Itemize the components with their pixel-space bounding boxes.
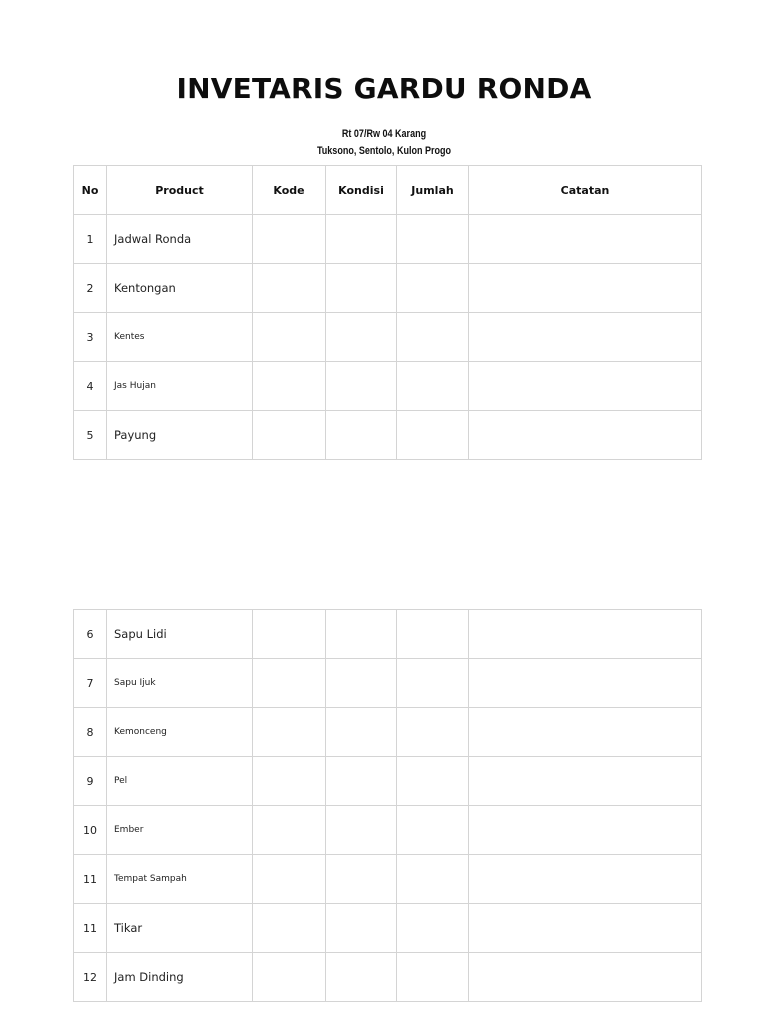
table-row [74, 904, 702, 953]
catatan-cell [469, 708, 702, 757]
row-number: 11 [74, 855, 107, 904]
product-name: Kentes [107, 313, 253, 362]
table-row [74, 313, 702, 362]
table-header-row [74, 166, 702, 215]
jumlah-cell [397, 904, 469, 953]
row-number: 9 [74, 757, 107, 806]
row-number: 6 [74, 610, 107, 659]
inventory-table-1 [73, 165, 702, 460]
subtitle-address-line-2: Tuksono, Sentolo, Kulon Progo [316, 145, 452, 157]
product-name: Jas Hujan [107, 362, 253, 411]
kondisi-cell [326, 757, 397, 806]
jumlah-cell [397, 264, 469, 313]
kondisi-cell [326, 953, 397, 1002]
kondisi-cell [326, 610, 397, 659]
row-number: 2 [74, 264, 107, 313]
catatan-cell [469, 264, 702, 313]
inventory-table-2 [73, 609, 702, 1002]
product-name: Pel [107, 757, 253, 806]
header-kondisi: Kondisi [326, 166, 397, 215]
row-number: 4 [74, 362, 107, 411]
table-row [74, 757, 702, 806]
jumlah-cell [397, 362, 469, 411]
table-row [74, 806, 702, 855]
product-name: Jadwal Ronda [107, 215, 253, 264]
kondisi-cell [326, 215, 397, 264]
subtitle-address-line-1: Rt 07/Rw 04 Karang [341, 128, 427, 140]
kode-cell [253, 953, 326, 1002]
table-1-body [74, 215, 702, 460]
kondisi-cell [326, 313, 397, 362]
product-name: Kemonceng [107, 708, 253, 757]
jumlah-cell [397, 855, 469, 904]
kode-cell [253, 757, 326, 806]
kondisi-cell [326, 806, 397, 855]
jumlah-cell [397, 659, 469, 708]
header-catatan: Catatan [469, 166, 702, 215]
row-number: 10 [74, 806, 107, 855]
row-number: 1 [74, 215, 107, 264]
kode-cell [253, 904, 326, 953]
kondisi-cell [326, 659, 397, 708]
jumlah-cell [397, 708, 469, 757]
table-row [74, 362, 702, 411]
catatan-cell [469, 362, 702, 411]
header-product: Product [107, 166, 253, 215]
row-number: 8 [74, 708, 107, 757]
catatan-cell [469, 904, 702, 953]
catatan-cell [469, 806, 702, 855]
jumlah-cell [397, 313, 469, 362]
kode-cell [253, 411, 326, 460]
jumlah-cell [397, 610, 469, 659]
kode-cell [253, 708, 326, 757]
kondisi-cell [326, 708, 397, 757]
product-name: Jam Dinding [107, 953, 253, 1002]
table-row [74, 215, 702, 264]
kondisi-cell [326, 362, 397, 411]
kondisi-cell [326, 411, 397, 460]
product-name: Ember [107, 806, 253, 855]
header-no: No [74, 166, 107, 215]
table-row [74, 953, 702, 1002]
row-number: 7 [74, 659, 107, 708]
row-number: 3 [74, 313, 107, 362]
product-name: Sapu Ijuk [107, 659, 253, 708]
product-name: Sapu Lidi [107, 610, 253, 659]
row-number: 12 [74, 953, 107, 1002]
product-name: Payung [107, 411, 253, 460]
kondisi-cell [326, 904, 397, 953]
table-row [74, 708, 702, 757]
kode-cell [253, 855, 326, 904]
kondisi-cell [326, 264, 397, 313]
header-kode: Kode [253, 166, 326, 215]
kode-cell [253, 313, 326, 362]
catatan-cell [469, 411, 702, 460]
kode-cell [253, 215, 326, 264]
product-name: Tikar [107, 904, 253, 953]
table-row [74, 855, 702, 904]
catatan-cell [469, 757, 702, 806]
product-name: Kentongan [107, 264, 253, 313]
jumlah-cell [397, 411, 469, 460]
table-2-body [74, 610, 702, 1002]
row-number: 5 [74, 411, 107, 460]
table-row [74, 610, 702, 659]
catatan-cell [469, 610, 702, 659]
catatan-cell [469, 313, 702, 362]
table-row [74, 264, 702, 313]
kode-cell [253, 610, 326, 659]
catatan-cell [469, 953, 702, 1002]
kode-cell [253, 362, 326, 411]
table-row [74, 659, 702, 708]
catatan-cell [469, 659, 702, 708]
kode-cell [253, 659, 326, 708]
kondisi-cell [326, 855, 397, 904]
product-name: Tempat Sampah [107, 855, 253, 904]
table-row [74, 411, 702, 460]
jumlah-cell [397, 757, 469, 806]
jumlah-cell [397, 953, 469, 1002]
kode-cell [253, 264, 326, 313]
jumlah-cell [397, 215, 469, 264]
row-number: 11 [74, 904, 107, 953]
kode-cell [253, 806, 326, 855]
catatan-cell [469, 215, 702, 264]
catatan-cell [469, 855, 702, 904]
header-jumlah: Jumlah [397, 166, 469, 215]
jumlah-cell [397, 806, 469, 855]
page-title: INVETARIS GARDU RONDA [176, 72, 592, 105]
